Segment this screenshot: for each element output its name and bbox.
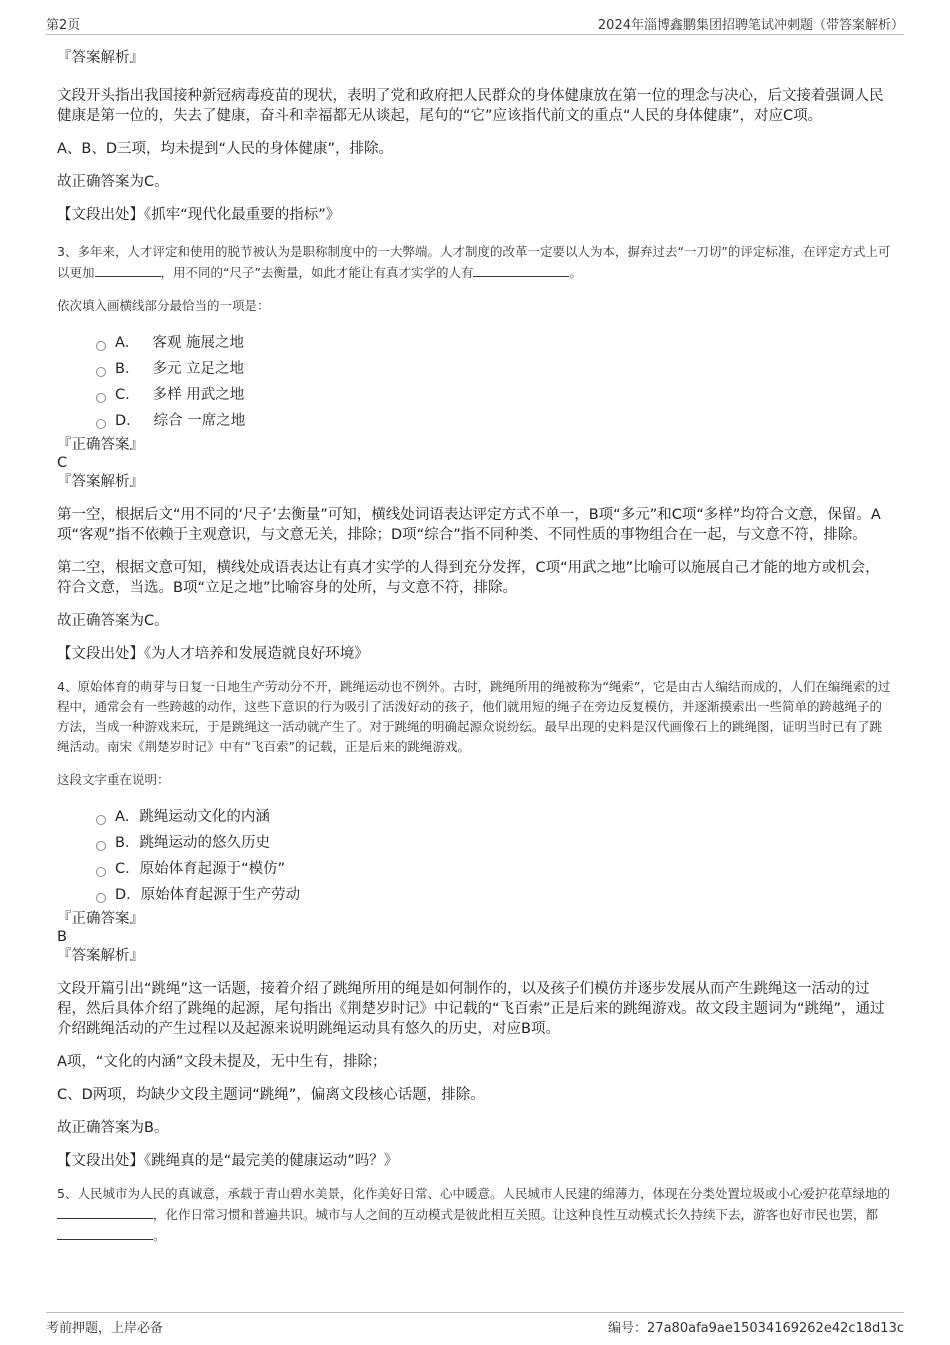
option-c[interactable]: C． 原始体育起源于“模仿” [96,856,893,882]
document-id: 编号：27a80afa9ae15034169262e42c18d13c [608,1321,904,1336]
correct-answer: C [57,455,68,471]
option-a[interactable]: A． 客观 施展之地 [96,330,893,356]
source-citation: 【文段出处】《跳绳真的是“最完美的健康运动”吗？》 [57,1153,399,1169]
radio-button[interactable] [96,841,106,851]
fill-blank [473,262,569,277]
fill-blank [57,1204,153,1219]
option-d[interactable]: D． 原始体育起源于生产劳动 [96,882,893,908]
radio-button[interactable] [96,893,106,903]
option-d[interactable]: D． 综合 一席之地 [96,408,893,434]
radio-button[interactable] [96,419,106,429]
option-b[interactable]: B． 多元 立足之地 [96,356,893,382]
answer-label: 『正确答案』 [57,437,144,453]
radio-button[interactable] [96,341,106,351]
analysis-paragraph: A、B、D三项，均未提到“人民的身体健康”，排除。 [57,141,394,157]
analysis-paragraph: 文段开篇引出“跳绳”这一话题，接着介绍了跳绳所用的绳是如何制作的，以及孩子们模仿并逐步发展从而产生跳绳这一活动的过程，然后具体介绍了跳绳的起源，尾句指出《荆楚岁时记》中记载的“飞百索”正是后来的跳绳游戏。故文段主题词为“跳绳”，通过介绍跳绳活动的产生过程以及起源来说明跳绳运动具有悠久的历史，对应B项。 [57,981,885,1037]
analysis-label: 『答案解析』 [57,474,144,490]
conclusion: 故正确答案为C。 [57,174,169,190]
question-stem: 4、原始体育的萌芽与日复一日地生产劳动分不开，跳绳运动也不例外。古时，跳绳所用的绳被称为“绳索”，它是由古人编结而成的，人们在编绳索的过程中，通常会有一些跨越的动作，这些下意识的行为吸引了活泼好动的孩子，他们就用短的绳子在旁边反复模仿，并逐渐摸索出一些简单的跨越绳子的方法，当成一种游戏来玩，于是跳绳这一活动就产生了。对于跳绳的明确起源众说纷纭。最早出现的史料是汉代画像石上的跳绳图，证明当时已有了跳绳活动。南宋《荆楚岁时记》中有“飞百索”的记载，正是后来的跳绳游戏。 [57,679,891,754]
analysis-label: 『答案解析』 [57,948,144,964]
page-number: 第2页 [46,18,81,33]
correct-answer: B [57,929,67,945]
answer-label: 『正确答案』 [57,911,144,927]
option-list [57,804,893,908]
option-b[interactable]: B． 跳绳运动的悠久历史 [96,830,893,856]
source-citation: 【文段出处】《为人才培养和发展造就良好环境》 [57,646,369,662]
radio-button[interactable] [96,367,106,377]
question-prompt: 依次填入画横线部分最恰当的一项是： [57,298,270,313]
page-header [46,12,904,35]
radio-button[interactable] [96,815,106,825]
question-prompt: 这段文字重在说明： [57,772,170,787]
document-title: 2024年淄博鑫鹏集团招聘笔试冲刺题（带答案解析） [597,18,904,33]
question-stem: 5、人民城市为人民的真诚意，承载于青山碧水美景，化作美好日常、心中暖意。人民城市人民建的绵薄力，体现在分类处置垃圾或小心爱护花草绿地的，化作日常习惯和普遍共识。城市与人之间的互动模式是彼此相互关照。让这种良性互动模式长久持续下去，游客也好市民也罢，都。 [57,1186,890,1243]
fill-blank [57,1225,153,1240]
radio-button[interactable] [96,867,106,877]
source-citation: 【文段出处】《抓牢“现代化最重要的指标”》 [57,207,341,223]
conclusion: 故正确答案为C。 [57,613,169,629]
analysis-paragraph: A项，“文化的内涵”文段未提及，无中生有，排除； [57,1054,387,1070]
analysis-label: 『答案解析』 [57,50,144,66]
page-footer [46,1312,904,1335]
page-content [57,44,893,1246]
analysis-paragraph: 第二空，根据文意可知，横线处成语表达让有真才实学的人得到充分发挥，C项“用武之地”比喻可以施展自己才能的地方或机会，符合文意，当选。B项“立足之地”比喻容身的处所，与文意不符，排除。 [57,560,880,596]
conclusion: 故正确答案为B。 [57,1120,169,1136]
option-a[interactable]: A． 跳绳运动文化的内涵 [96,804,893,830]
analysis-paragraph: 第一空，根据后文“用不同的‘尺子’去衡量”可知，横线处词语表达评定方式不单一，B项“多元”和C项“多样”均符合文意，保留。A项“客观”指不依赖于主观意识，与文意无关，排除；D项“综合”指不同种类、不同性质的事物组合在一起，与文意不符，排除。 [57,507,881,543]
analysis-paragraph: 文段开头指出我国接种新冠病毒疫苗的现状，表明了党和政府把人民群众的身体健康放在第一位的理念与决心，后文接着强调人民健康是第一位的，失去了健康，奋斗和幸福都无从谈起，尾句的“它”应该指代前文的重点“人民的身体健康”，对应C项。 [57,88,884,124]
fill-blank [95,262,161,277]
option-c[interactable]: C． 多样 用武之地 [96,382,893,408]
analysis-paragraph: C、D两项，均缺少文段主题词“跳绳”，偏离文段核心话题，排除。 [57,1087,485,1103]
option-list [57,330,893,434]
footer-slogan: 考前押题，上岸必备 [46,1321,164,1336]
question-stem: 3、多年来，人才评定和使用的脱节被认为是职称制度中的一大弊端。人才制度的改革一定要以人为本，摒弃过去“一刀切”的评定标准，在评定方式上可以更加 ，用不同的“尺子”去衡量，如此才能让有真才实学的人有 。 [57,244,891,280]
radio-button[interactable] [96,393,106,403]
